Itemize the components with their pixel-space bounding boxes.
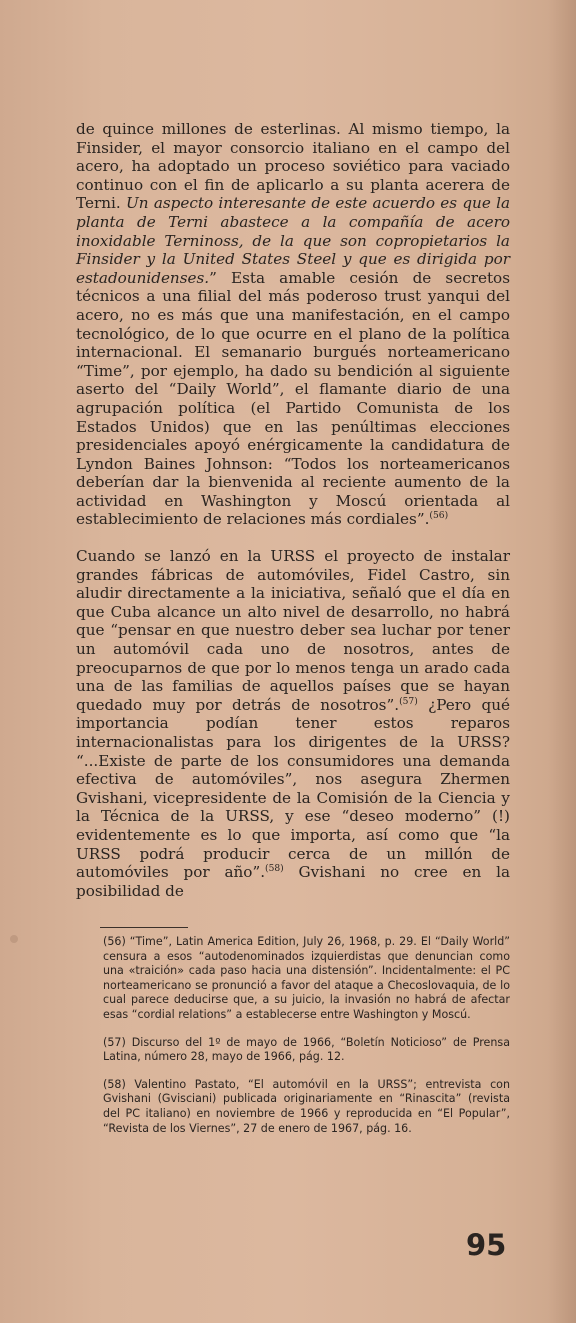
footnote-58: (58) Valentino Pastato, “El automóvil en la URSS”; entrevista con Gvishani (Gvisciani) publicada originariamente en “Rinascita” (revista del PC italiano) en noviembre de 1966 y reproducida en “El Popular”, “Revista de los Viernes”, 27 de enero de 1967, pág. 16.: [103, 1077, 510, 1135]
footnote-ref-58: (58): [265, 864, 284, 875]
paragraph-1: [76, 120, 510, 529]
footnote-56: (56) “Time”, Latin America Edition, July 26, 1968, p. 29. El “Daily World” censura a esos “autodenominados izquierdistas que denuncian como una «traición» cada paso hacia una distensión”. Incidentalmente: el PC norteamericano se pronunció a favor del ataque a Checoslovaquia, de lo cual parece deducirse que, a su juicio, la invasión no habrá de afectar esas “cordial relations” a establecerse entre Washington y Moscú.: [103, 935, 510, 1021]
paragraph-2: [76, 547, 510, 900]
paragraph-1-italic-quote: Un aspecto interesante de este acuerdo es que la planta de Terni abastece a la compañía de acero inoxidable Terninoss, de la que son copropietarios la Finsider y la United States Steel y que es dirigida por estadounidenses.: [76, 194, 511, 287]
footnote-ref-56: (56): [429, 511, 449, 522]
footnote-ref-57: (57): [399, 696, 418, 707]
paragraph-1-text: de quince millones de esterlinas. Al mismo tiempo, la Finsider, el mayor consorcio italiano en el campo del acero, ha adoptado un proceso soviético para vaciado continuo con el fin de aplicarlo a su planta acerera de Terni.: [76, 120, 510, 213]
paragraph-2-text-end: Gvishani no cree en la posibilidad de: [76, 863, 510, 900]
footnotes: [103, 935, 510, 1136]
paragraph-2-text: Cuando se lanzó en la URSS el proyecto de instalar grandes fábricas de automóviles, Fidel Castro, sin aludir directamente a la iniciativa, señaló que el día en que Cuba alcance un alto nivel de desarrollo, no habrá que “pensar en que nuestro deber sea luchar por tener un automóvil cada uno de nosotros, antes de preocuparnos de que por lo menos tenga un arado cada una de las familias de aquellos países que se hayan quedado muy por detrás de nosotros”.: [76, 547, 510, 714]
body-text: [76, 120, 510, 900]
paragraph-2-text-cont: ¿Pero qué importancia podían tener estos reparos internacionalistas para los dirigentes de la URSS? “...Existe de parte de los consumidores una demanda efectiva de automóviles”, nos asegura Zhermen Gvishani, vicepresidente de la Comisión de la Ciencia y la Técnica de la URSS, y ese “deseo moderno” (!) evidentemente es lo que importa, así como que “la URSS podrá producir cerca de un millón de automóviles por año”.: [76, 695, 510, 882]
footnote-separator: [100, 927, 188, 928]
page-number: 95: [466, 1228, 507, 1262]
footnote-57: (57) Discurso del 1º de mayo de 1966, “Boletín Noticioso” de Prensa Latina, número 28, mayo de 1966, pág. 12.: [103, 1035, 510, 1064]
paragraph-1-text-cont: ” Esta amable cesión de secretos técnicos a una filial del más poderoso trust yanqui del acero, no es más que una manifestación, en el campo tecnológico, de lo que ocurre en el plano de la política internacional. El semanario burgués norteamericano “Time”, por ejemplo, ha dado su bendición al siguiente aserto del “Daily World”, el flamante diario de una agrupación política (el Partido Comunista de los Estados Unidos) que en las penúltimas elecciones presidenciales apoyó enérgicamente la candidatura de Lyndon Baines Johnson: “Todos los norteamericanos deberían dar la bienvenida al reciente aumento de la actividad en Washington y Moscú orientada al establecimiento de relaciones más cordiales”.: [76, 268, 510, 529]
paper-blemish: [10, 935, 18, 943]
